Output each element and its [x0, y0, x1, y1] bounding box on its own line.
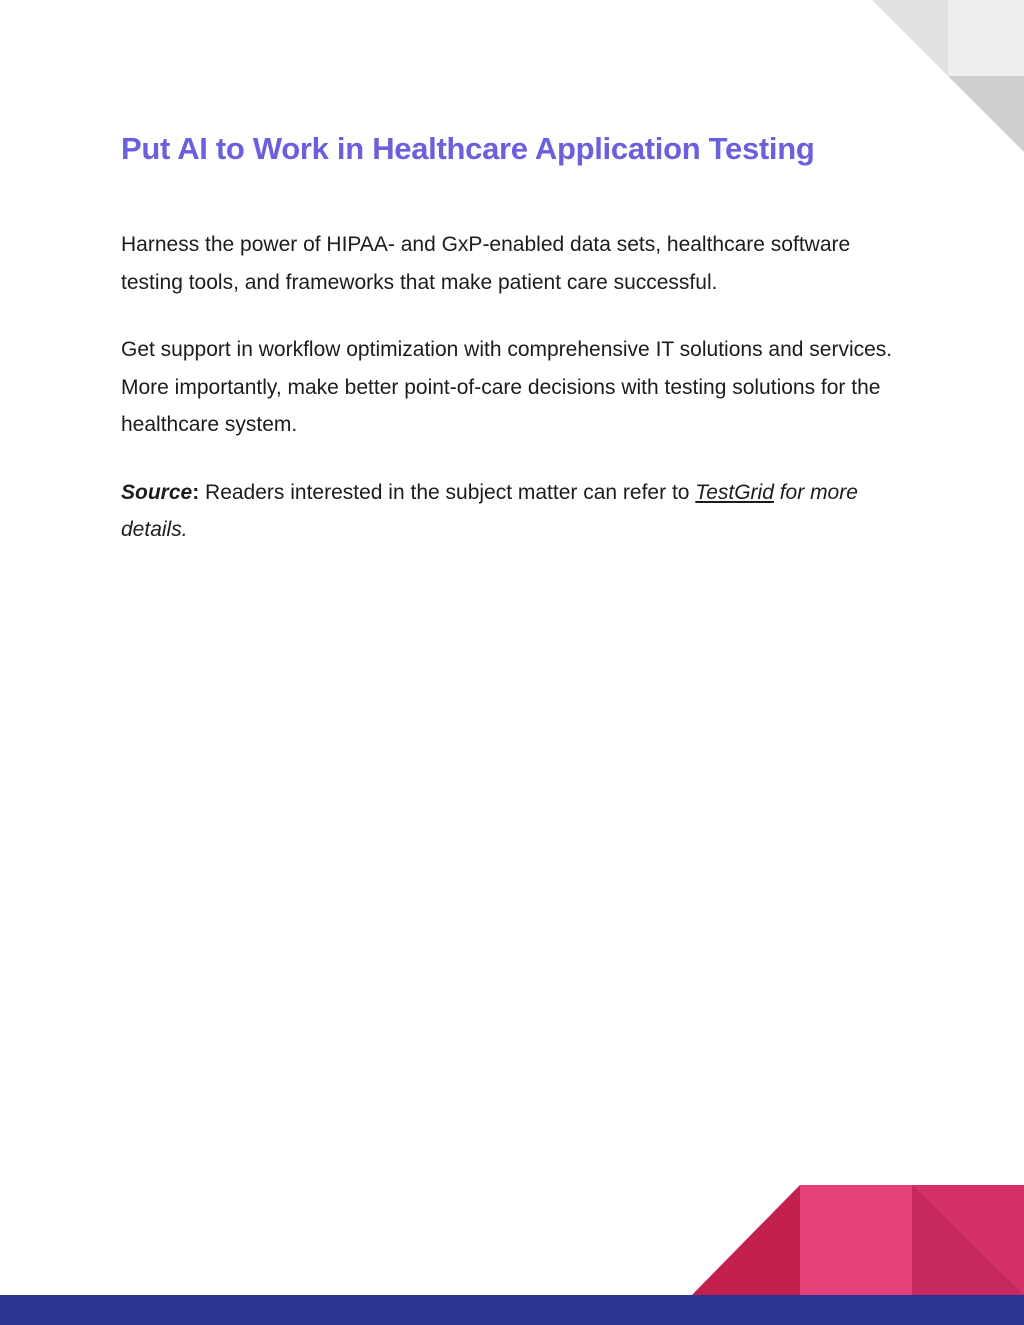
bottom-corner-decoration [692, 1185, 1024, 1295]
testgrid-link[interactable]: TestGrid [695, 480, 774, 504]
document-body [121, 128, 911, 549]
footer-bar [0, 1295, 1024, 1325]
page-title: Put AI to Work in Healthcare Application Testing [121, 131, 815, 166]
source-colon: : [192, 480, 200, 504]
source-tail: for more details. [121, 480, 858, 541]
workflow-paragraph: Get support in workflow optimization with comprehensive IT solutions and services. More importantly, make better point-of-care decisions with testing solutions for the healthcare system. [121, 338, 893, 436]
source-label: Source [121, 480, 193, 504]
intro-paragraph: Harness the power of HIPAA- and GxP-enabled data sets, healthcare software testing tools, and frameworks that make patient care successful. [121, 233, 851, 294]
source-text: Readers interested in the subject matter can refer to [199, 480, 696, 504]
source-paragraph [121, 474, 911, 549]
